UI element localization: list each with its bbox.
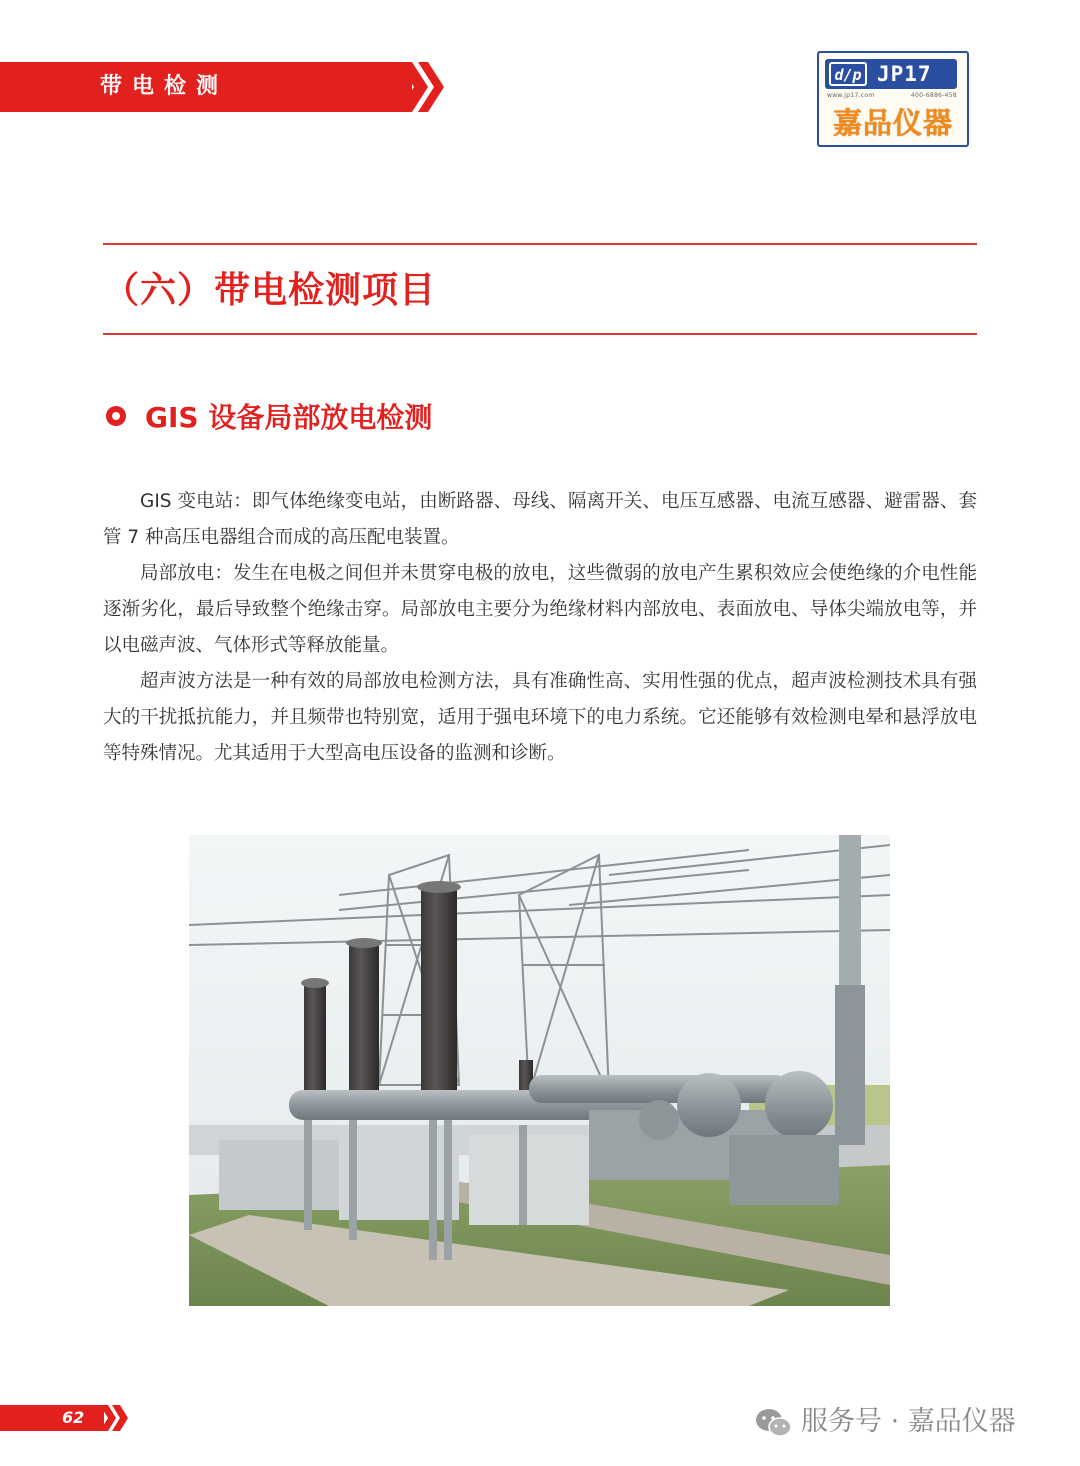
title-rule-top bbox=[103, 243, 977, 245]
wechat-icon bbox=[755, 1408, 793, 1438]
logo-brand: JP17 bbox=[877, 62, 932, 86]
logo-website: www.jp17.com bbox=[827, 92, 875, 99]
subsection-heading: GIS 设备局部放电检测 bbox=[145, 401, 433, 434]
gis-substation-photo bbox=[189, 835, 890, 1306]
paragraph: 超声波方法是一种有效的局部放电检测方法，具有准确性高、实用性强的优点，超声波检测技术具有强大的干扰抵抗能力，并且频带也特别宽，适用于强电环境下的电力系统。它还能够有效检测电晕和悬浮放电等特殊情况。尤其适用于大型高电压设备的监测和诊断。 bbox=[103, 671, 977, 764]
watermark-text: 服务号 · 嘉品仪器 bbox=[801, 1406, 1016, 1437]
chevron-right-icon bbox=[100, 1405, 130, 1431]
brand-logo bbox=[817, 51, 969, 147]
page-number: 62 bbox=[62, 1408, 85, 1427]
page-tab bbox=[0, 1405, 104, 1431]
title-rule-bottom bbox=[103, 333, 977, 335]
logo-name: 嘉品仪器 bbox=[832, 106, 953, 140]
chevron-right-icon bbox=[398, 62, 450, 112]
paragraph: GIS 变电站：即气体绝缘变电站，由断路器、母线、隔离开关、电压互感器、电流互感器、避雷器、套管 7 种高压电器组合而成的高压配电装置。 bbox=[103, 491, 977, 548]
logo-badge: d/p bbox=[829, 62, 867, 86]
paragraph: 局部放电：发生在电极之间但并未贯穿电极的放电，这些微弱的放电产生累积效应会使绝缘的介电性能逐渐劣化，最后导致整个绝缘击穿。局部放电主要分为绝缘材料内部放电、表面放电、导体尖端放电等，并以电磁声波、气体形式等释放能量。 bbox=[103, 563, 977, 656]
banner-title: 带电检测 bbox=[100, 74, 229, 99]
section-title: （六）带电检测项目 bbox=[103, 270, 437, 311]
logo-phone: 400-6886-458 bbox=[910, 92, 957, 99]
bullet-icon bbox=[106, 406, 126, 426]
logo-top-bar bbox=[825, 59, 957, 89]
logo-contact bbox=[827, 92, 957, 99]
body-text bbox=[103, 484, 977, 772]
